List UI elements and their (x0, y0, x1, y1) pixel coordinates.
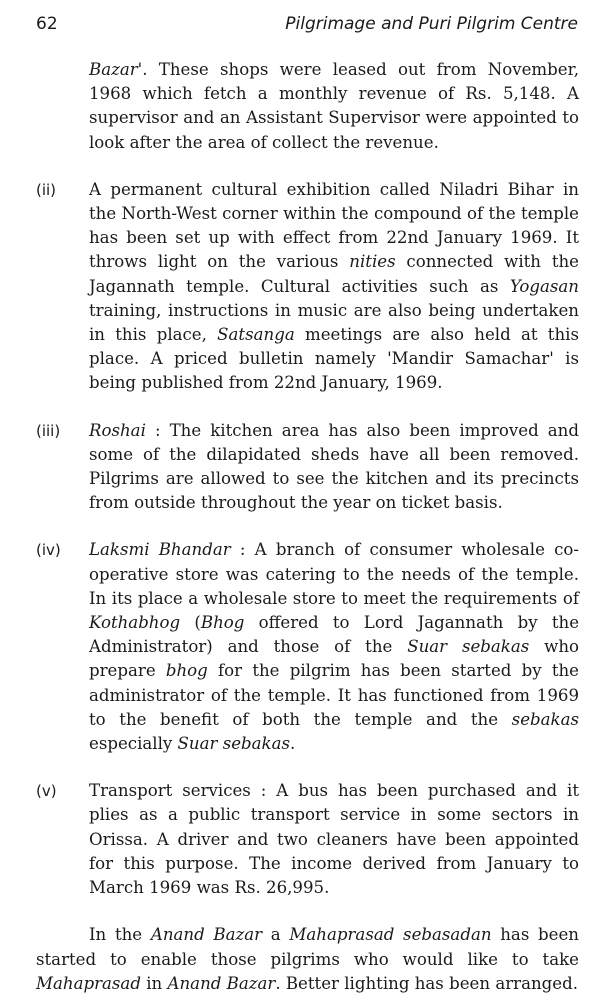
closing-paragraph (36, 923, 579, 996)
item-number: (ii) (36, 180, 57, 199)
list-item-ii (36, 178, 579, 396)
italic-term: bhog (165, 661, 208, 681)
italic-term: Mahaprasad (36, 973, 141, 993)
paragraph-text: . Better lighting has been arranged. (275, 973, 578, 993)
italic-term: Bazar' (89, 60, 143, 79)
list-item-iv (36, 538, 579, 756)
list-item-iii (36, 419, 579, 516)
italic-term: nities (349, 252, 396, 272)
italic-term: Yogasan (509, 276, 579, 296)
item-number: (iv) (36, 541, 61, 560)
running-title: Pilgrimage and Puri Pilgrim Centre (285, 14, 578, 34)
item-number: (iii) (36, 421, 61, 440)
italic-term: Suar sebakas (177, 734, 291, 754)
item-text: training, instructions in music are also being undertaken in this place, (89, 300, 579, 345)
item-text: meetings are also held at this place. A priced bulletin namely 'Mandir Samachar' is being published from 22nd January, 1969. (89, 325, 579, 393)
italic-term: Roshai (89, 420, 146, 440)
item-text: who prepare (89, 637, 580, 681)
page-header (36, 14, 578, 40)
item-text: A permanent cultural exhibition called Niladri Bihar in the North-West corner within the compound of the temple has been set up with effect from 22nd January 1969. It throws light on the various (89, 179, 579, 272)
paragraph-text: has been started to enable those pilgrims who would like to take (36, 925, 579, 969)
item-text: for the pilgrim has been started by the administrator of the temple. It has functioned from 1969 to the benefit of both the temple and the (89, 661, 580, 729)
paragraph-text: in (140, 973, 168, 993)
list-item-v (36, 779, 579, 900)
item-text: . (290, 734, 296, 754)
item-text: : A branch of consumer wholesale co-operative store was catering to the needs of the temple. In its place a wholesale store to meet the requirements of (89, 540, 579, 608)
italic-term: Kothabhog (89, 613, 181, 633)
page-body (36, 58, 579, 996)
page-number: 62 (36, 14, 58, 34)
paragraph-text: . These shops were leased out from November, 1968 which fetch a monthly revenue of Rs. 5,148. A supervisor and an Assistant Supervisor were appointed to look after the area of collect the revenue. (89, 60, 579, 152)
italic-term: Laksmi Bhandar (89, 540, 231, 560)
paragraph-text: In the (89, 925, 151, 945)
item-text: ( (180, 613, 201, 633)
item-text: connected with the Jagannath temple. Cultural activities such as (89, 252, 579, 296)
continuation-paragraph (36, 58, 579, 155)
italic-term: Satsanga (217, 325, 295, 345)
italic-term: Mahaprasad sebasadan (289, 925, 492, 945)
item-text: Transport services : A bus has been purchased and it plies as a public transport service in some sectors in Orissa. A driver and two cleaners have been appointed for this purpose. The income derived from January to March 1969 was Rs. 26,995. (89, 781, 579, 898)
item-number: (v) (36, 782, 57, 801)
item-text: especially (89, 734, 178, 754)
item-text: : The kitchen area has also been improved and some of the dilapidated sheds have all been removed. Pilgrims are allowed to see the kitchen and its precincts from outside throughout the year on ticket basis. (89, 420, 579, 513)
paragraph-text: a (262, 925, 290, 945)
italic-term: Suar sebakas (407, 637, 530, 657)
italic-term: Anand Bazar (150, 925, 263, 945)
italic-term: Bhog (200, 613, 245, 633)
italic-term: sebakas (511, 709, 579, 729)
italic-term: Anand Bazar (167, 973, 276, 993)
item-text: offered to Lord Jagannath by the Administrator) and those of the (89, 613, 580, 657)
